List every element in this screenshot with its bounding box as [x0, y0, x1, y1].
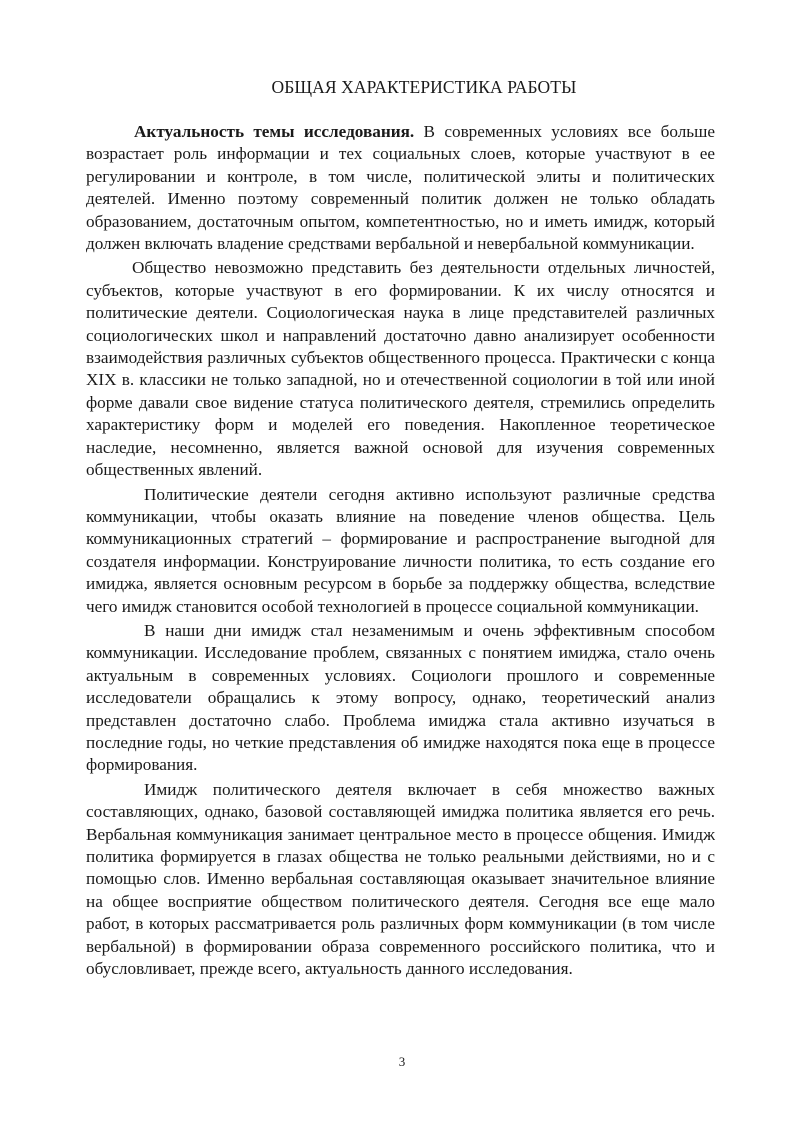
paragraph-society: Общество невозможно представить без деятельности отдельных личностей, субъектов, которые участвуют в его формировании. К их числу относятся и политические деятели. Социологическая наука в лице представителей различных социологических школ и направлений достаточно давно анализирует особенности взаимодействия различных субъектов общественного процесса. Практически с конца XIX в. классики не только западной, но и отечественной социологии в той или иной форме давали свое видение статуса политического деятеля, стремились определить характеристику форм и моделей его поведения. Накопленное теоретическое наследие, несомненно, является важной основой для изучения современных общественных явлений.: [86, 258, 715, 480]
document-body: [86, 121, 715, 980]
paragraph-communication: Политические деятели сегодня активно используют различные средства коммуникации, чтобы оказать влияние на поведение членов общества. Цель коммуникационных стратегий – формирование и распространение выгодной для создателя информации. Конструирование личности политика, то есть создание его имиджа, является основным ресурсом в борьбе за поддержку общества, вследствие чего имидж становится особой технологией в процессе социальной коммуникации.: [86, 484, 715, 616]
paragraph-relevance: [86, 121, 715, 255]
page-number: 3: [398, 1054, 406, 1069]
paragraph-verbal: Имидж политического деятеля включает в себя множество важных составляющих, однако, базовой составляющей имиджа политика является его речь. Вербальная коммуникация занимает центральное место в процессе общения. Имидж политика формируется в глазах общества не только реальными действиями, но и с помощью слов. Именно вербальная составляющая оказывает значительное влияние на общее восприятие обществом политического деятеля. Сегодня все еще мало работ, в которых рассматривается роль различных форм коммуникации (в том числе вербальной) в формировании образа современного российского политика, что и обусловливает, прежде всего, актуальность данного исследования.: [86, 779, 715, 979]
paragraph-image: В наши дни имидж стал незаменимым и очень эффективным способом коммуникации. Исследование проблем, связанных с понятием имиджа, стало очень актуальным в современных условиях. Социологи прошлого и современные исследователи обращались к этому вопросу, однако, теоретический анализ представлен достаточно слабо. Проблема имиджа стала активно изучаться в последние годы, но четкие представления об имидже находятся пока еще в процессе формирования.: [86, 620, 715, 775]
paragraph-text: В современных условиях все больше возрастает роль информации и тех социальных слоев, которые участвуют в ее регулировании и контроле, в том числе, политической элиты и политических деятелей. Именно поэтому современный политик должен не только обладать образованием, достаточным опытом, компетентностью, но и иметь имидж, который должен включать владение средствами вербальной и невербальной коммуникации.: [86, 122, 715, 254]
page-title: ОБЩАЯ ХАРАКТЕРИСТИКА РАБОТЫ: [271, 77, 577, 97]
paragraph-lead-heading: Актуальность темы исследования.: [134, 122, 415, 141]
